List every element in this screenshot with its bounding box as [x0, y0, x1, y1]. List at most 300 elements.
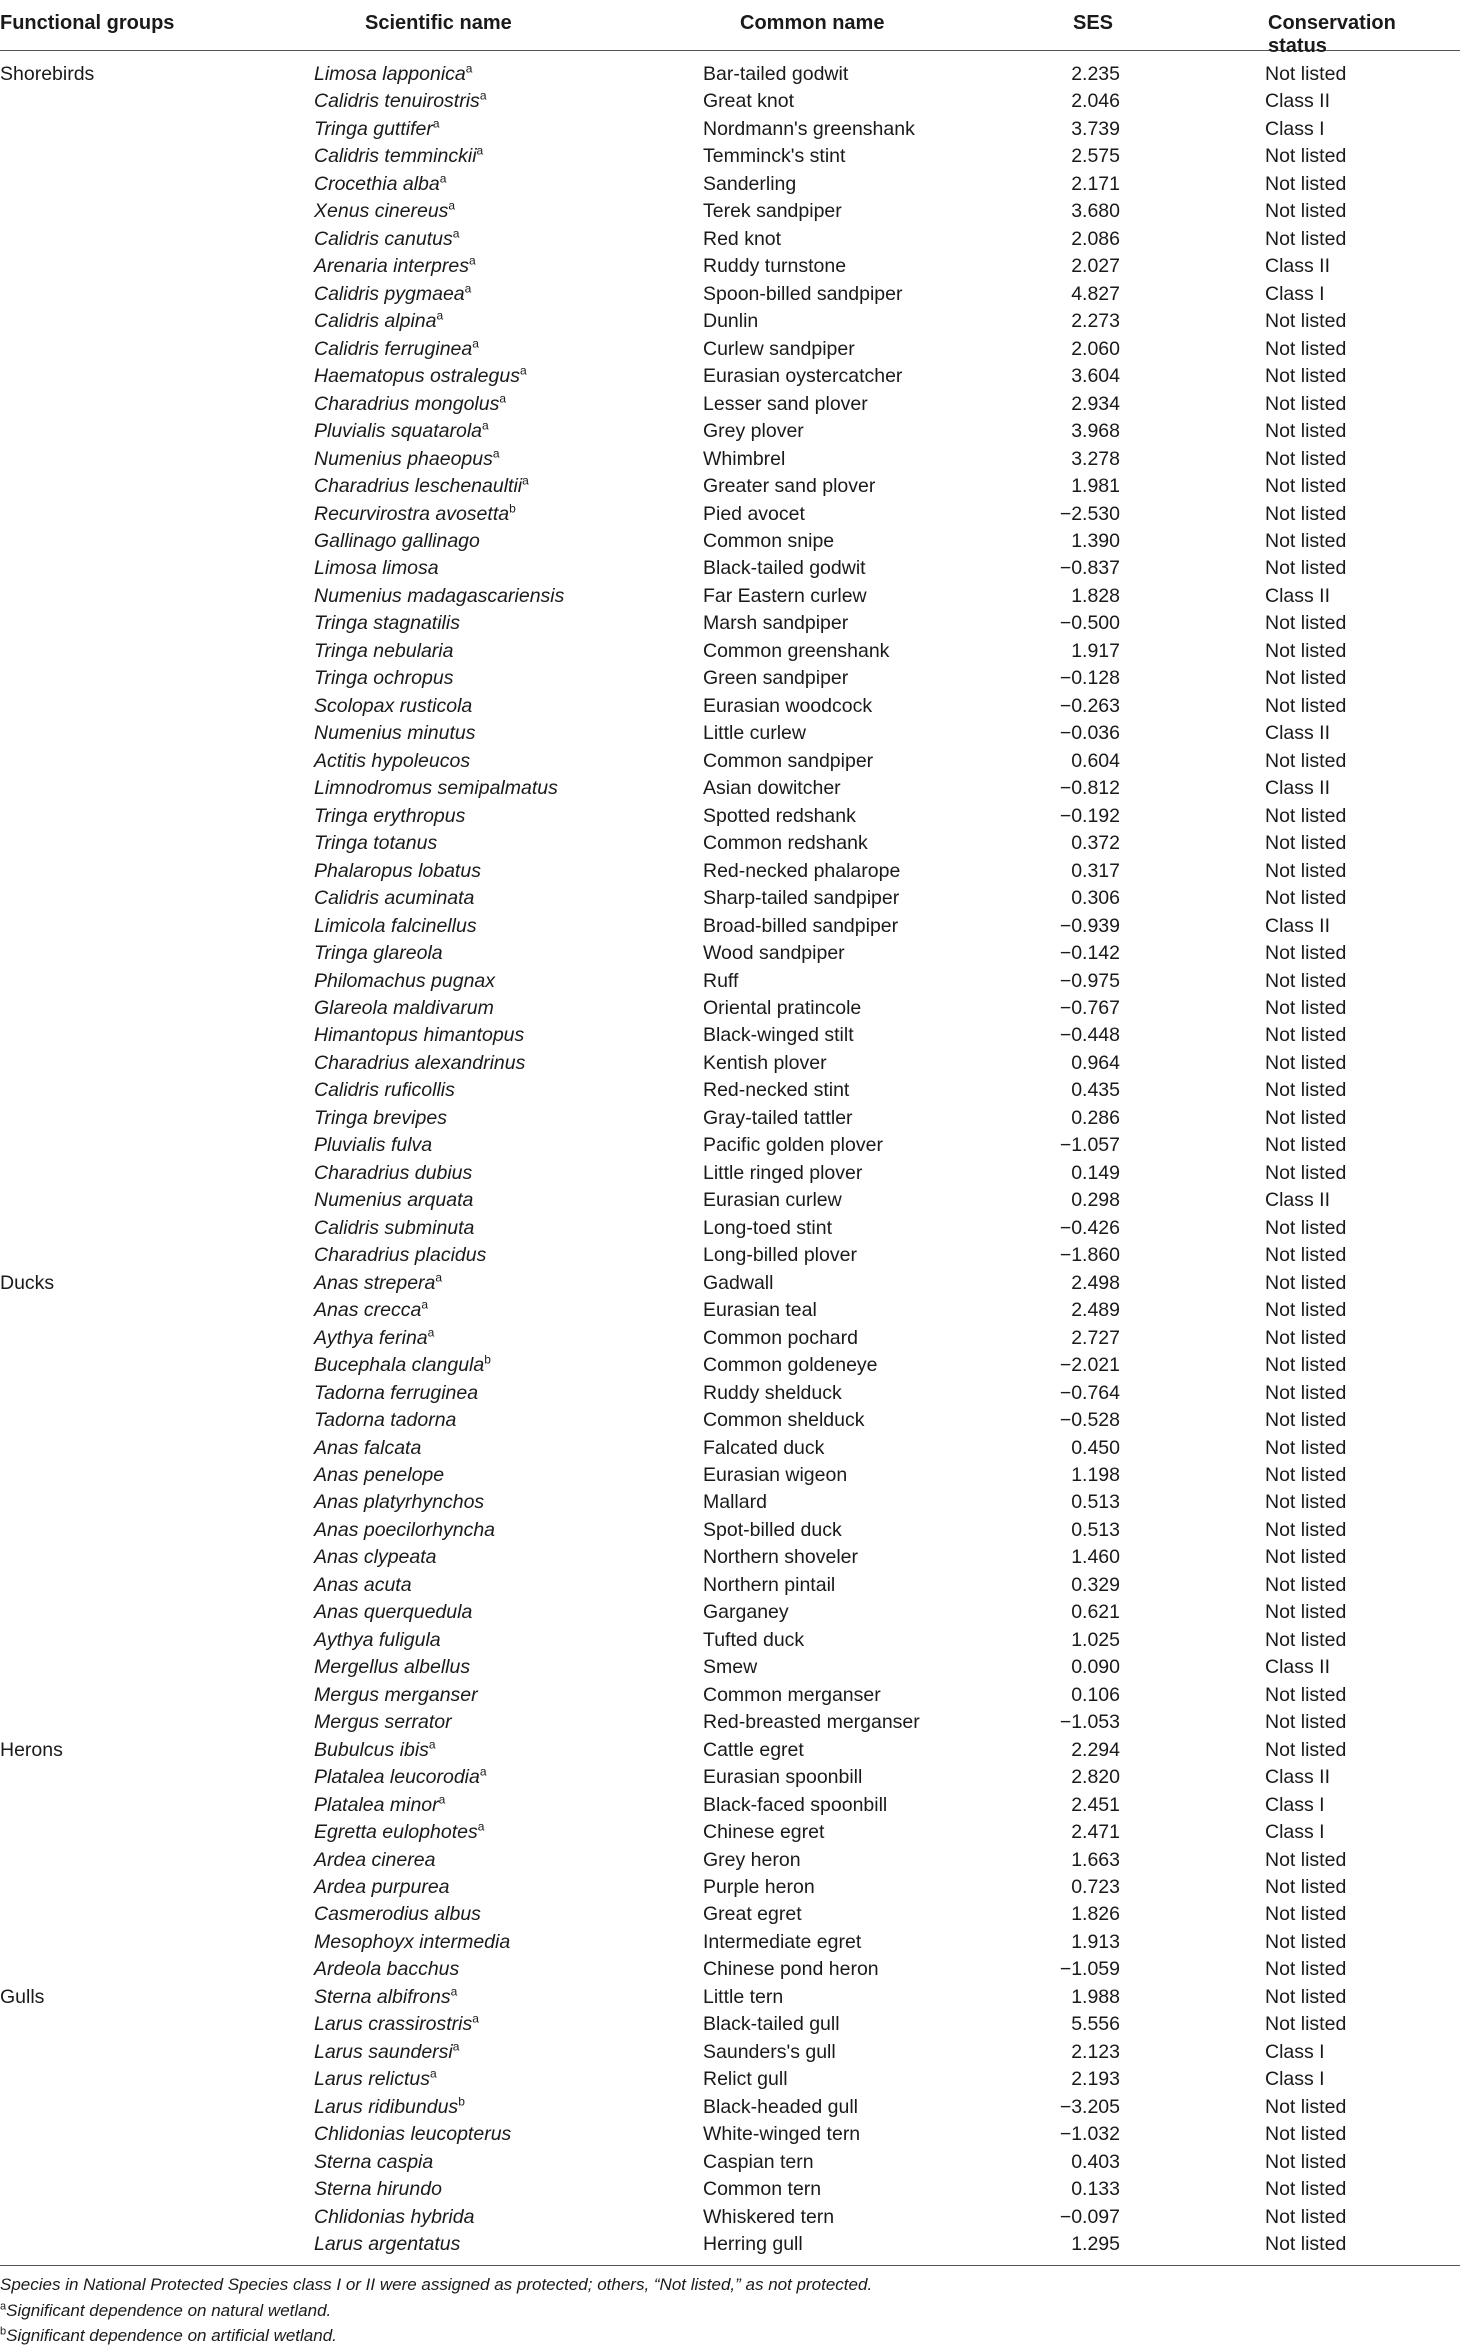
cell-ses: 2.498: [1071, 1271, 1120, 1294]
table-row: [0, 1105, 1460, 1133]
cell-common-name: Spoon-billed sandpiper: [703, 282, 903, 305]
cell-conservation-status: Not listed: [1265, 365, 1347, 388]
cell-scientific-name: Haematopus ostralegus$^a$: [314, 363, 527, 388]
table-row: [0, 2066, 1460, 2094]
cell-ses: −0.448: [1059, 1024, 1120, 1047]
cell-ses: 0.513: [1071, 1518, 1120, 1541]
table-row: [0, 308, 1460, 336]
table-row: [0, 473, 1460, 501]
cell-scientific-name: Tringa nebularia: [314, 639, 454, 662]
footnote-b: $^b$Significant dependence on artificial wetland.: [0, 2324, 337, 2345]
cell-ses: −1.053: [1059, 1711, 1120, 1734]
cell-scientific-name: Bucephala clangula$^b$: [314, 1352, 491, 1377]
footnote-marker: a: [438, 1792, 446, 1807]
footnote-marker: a: [519, 363, 527, 378]
cell-conservation-status: Not listed: [1265, 63, 1347, 85]
cell-ses: 2.489: [1071, 1299, 1120, 1322]
cell-ses: 0.133: [1071, 2178, 1120, 2201]
cell-scientific-name: Tringa totanus: [314, 832, 438, 855]
cell-common-name: Eurasian wigeon: [703, 1463, 848, 1486]
cell-common-name: Tufted duck: [703, 1628, 805, 1651]
cell-scientific-name: Calidris temminckii$^a$: [314, 143, 484, 168]
footnote-a: $^a$Significant dependence on natural wetland.: [0, 2299, 332, 2320]
cell-ses: −1.059: [1059, 1958, 1120, 1981]
cell-ses: 4.827: [1071, 282, 1120, 305]
table-row: [0, 2176, 1460, 2204]
cell-scientific-name: Larus relictus$^a$: [314, 2066, 437, 2091]
cell-common-name: Ruddy turnstone: [703, 255, 847, 278]
table-row: [0, 2011, 1460, 2039]
cell-common-name: Long-toed stint: [703, 1216, 833, 1239]
table-row: [0, 61, 1460, 89]
cell-scientific-name: Anas crecca$^a$: [314, 1297, 428, 1322]
cell-conservation-status: Class I: [1265, 1821, 1325, 1844]
cell-common-name: Kentish plover: [703, 1051, 827, 1074]
cell-scientific-name: Calidris alpina$^a$: [314, 308, 444, 333]
table-row: [0, 1627, 1460, 1655]
cell-ses: −0.097: [1059, 2205, 1120, 2228]
cell-ses: 0.149: [1071, 1161, 1120, 1184]
cell-conservation-status: Not listed: [1265, 2013, 1347, 2036]
table-row: [0, 1764, 1460, 1792]
footnote-marker: a: [482, 418, 489, 433]
table-row: [0, 418, 1460, 446]
cell-ses: −0.764: [1059, 1381, 1120, 1404]
cell-scientific-name: Anas platyrhynchos: [314, 1491, 485, 1514]
cell-scientific-name: Platalea leucorodia$^a$: [314, 1764, 487, 1789]
table-row: [0, 2231, 1460, 2259]
cell-ses: −0.192: [1059, 804, 1120, 827]
table-row: [0, 1709, 1460, 1737]
table-row: [0, 885, 1460, 913]
footnote-marker: a: [429, 2066, 437, 2081]
cell-conservation-status: Not listed: [1265, 1463, 1347, 1486]
cell-scientific-name: Larus argentatus: [314, 2233, 461, 2256]
cell-scientific-name: Anas acuta: [314, 1573, 412, 1596]
cell-common-name: Relict gull: [703, 2068, 788, 2091]
table-row: [0, 1022, 1460, 1050]
cell-conservation-status: Class II: [1265, 914, 1331, 937]
cell-scientific-name: Calidris pygmaea$^a$: [314, 281, 472, 305]
cell-conservation-status: Class I: [1265, 2068, 1325, 2091]
cell-common-name: Pied avocet: [703, 502, 805, 525]
table-row: [0, 748, 1460, 776]
cell-common-name: Chinese egret: [703, 1821, 825, 1844]
cell-common-name: Broad-billed sandpiper: [703, 914, 899, 937]
cell-common-name: Intermediate egret: [703, 1930, 862, 1953]
cell-conservation-status: Not listed: [1265, 2095, 1347, 2118]
cell-common-name: Smew: [703, 1656, 758, 1679]
cell-functional-group: Herons: [0, 1738, 63, 1761]
footnote-marker: a: [469, 253, 476, 268]
cell-scientific-name: Anas clypeata: [314, 1546, 437, 1569]
cell-common-name: Black-headed gull: [703, 2095, 859, 2118]
cell-scientific-name: Sterna hirundo: [314, 2178, 442, 2201]
cell-common-name: White-winged tern: [703, 2123, 861, 2146]
cell-scientific-name: Charadrius mongolus$^a$: [314, 391, 507, 415]
table-row: [0, 1132, 1460, 1160]
table-row: [0, 1901, 1460, 1929]
table-row: [0, 1297, 1460, 1325]
cell-common-name: Greater sand plover: [703, 475, 876, 498]
table-row: [0, 253, 1460, 281]
cell-common-name: Gadwall: [703, 1271, 774, 1294]
cell-conservation-status: Not listed: [1265, 1326, 1347, 1349]
cell-ses: −1.057: [1059, 1134, 1120, 1157]
table-bottom-rule: [0, 2265, 1460, 2267]
table-row: [0, 968, 1460, 996]
footnote-marker: a: [435, 1270, 443, 1285]
cell-scientific-name: Tringa ochropus: [314, 667, 454, 690]
cell-ses: 1.826: [1071, 1903, 1120, 1926]
cell-ses: −0.975: [1059, 969, 1120, 992]
cell-scientific-name: Sterna caspia: [314, 2150, 434, 2173]
cell-scientific-name: Mergus merganser: [314, 1683, 478, 1706]
table-row: [0, 2094, 1460, 2122]
footnote-main: Species in National Protected Species class I or II were assigned as protected; others, “Not listed,” as not protected.: [0, 2274, 873, 2294]
cell-ses: 3.680: [1071, 200, 1120, 223]
cell-conservation-status: Not listed: [1265, 1244, 1347, 1267]
cell-scientific-name: Casmerodius albus: [314, 1903, 481, 1926]
cell-conservation-status: Class I: [1265, 282, 1325, 305]
cell-common-name: Spotted redshank: [703, 804, 856, 827]
cell-functional-group: Shorebirds: [0, 63, 95, 85]
cell-scientific-name: Arenaria interpres$^a$: [314, 253, 476, 278]
table-row: [0, 583, 1460, 611]
cell-common-name: Eurasian curlew: [703, 1189, 842, 1212]
cell-ses: −0.500: [1059, 612, 1120, 635]
cell-ses: 0.435: [1071, 1079, 1120, 1102]
cell-ses: 0.317: [1071, 859, 1120, 882]
footnote-marker: b: [484, 1352, 491, 1367]
cell-ses: −0.812: [1059, 777, 1120, 800]
cell-scientific-name: Charadrius alexandrinus: [314, 1051, 526, 1074]
cell-conservation-status: Not listed: [1265, 1711, 1347, 1734]
cell-common-name: Common tern: [703, 2178, 822, 2201]
cell-conservation-status: Not listed: [1265, 1876, 1347, 1899]
table-row: [0, 1956, 1460, 1984]
cell-conservation-status: Not listed: [1265, 145, 1347, 168]
table-row: [0, 1215, 1460, 1243]
cell-ses: 1.198: [1071, 1463, 1120, 1486]
cell-scientific-name: Charadrius leschenaultii$^a$: [314, 473, 529, 498]
cell-scientific-name: Larus crassirostris$^a$: [314, 2011, 479, 2036]
cell-common-name: Whiskered tern: [703, 2205, 835, 2228]
cell-ses: 2.934: [1071, 392, 1120, 415]
cell-common-name: Eurasian woodcock: [703, 694, 873, 717]
cell-scientific-name: Tringa stagnatilis: [314, 612, 460, 635]
table-row: [0, 555, 1460, 583]
cell-ses: 2.820: [1071, 1766, 1120, 1789]
cell-conservation-status: Not listed: [1265, 1079, 1347, 1102]
cell-conservation-status: Not listed: [1265, 227, 1347, 250]
cell-ses: 2.235: [1071, 63, 1120, 85]
table-row: [0, 1599, 1460, 1627]
cell-conservation-status: Not listed: [1265, 1106, 1347, 1129]
cell-ses: 2.123: [1071, 2040, 1120, 2063]
cell-scientific-name: Ardeola bacchus: [314, 1958, 460, 1981]
cell-scientific-name: Tringa guttifer$^a$: [314, 116, 440, 140]
cell-ses: 2.471: [1071, 1821, 1120, 1844]
cell-common-name: Black-tailed gull: [703, 2013, 840, 2036]
cell-common-name: Green sandpiper: [703, 667, 849, 690]
cell-scientific-name: Chlidonias leucopterus: [314, 2123, 512, 2146]
table-row: [0, 391, 1460, 419]
cell-conservation-status: Not listed: [1265, 1628, 1347, 1651]
cell-conservation-status: Not listed: [1265, 1024, 1347, 1047]
cell-scientific-name: Limosa limosa: [314, 557, 439, 580]
footnote-marker: a: [427, 1325, 435, 1340]
cell-scientific-name: Philomachus pugnax: [314, 969, 496, 992]
footnote-marker: a: [432, 116, 440, 131]
footnote-marker: a: [448, 198, 456, 213]
cell-ses: 1.460: [1071, 1546, 1120, 1569]
cell-conservation-status: Not listed: [1265, 1683, 1347, 1706]
table-row: [0, 1407, 1460, 1435]
cell-conservation-status: Not listed: [1265, 1381, 1347, 1404]
cell-ses: −0.767: [1059, 996, 1120, 1019]
cell-conservation-status: Not listed: [1265, 447, 1347, 470]
cell-common-name: Oriental pratincole: [703, 996, 862, 1019]
cell-conservation-status: Not listed: [1265, 1299, 1347, 1322]
cell-ses: 2.086: [1071, 227, 1120, 250]
cell-conservation-status: Not listed: [1265, 1903, 1347, 1926]
cell-conservation-status: Class II: [1265, 1766, 1331, 1789]
cell-ses: 1.917: [1071, 639, 1120, 662]
cell-scientific-name: Xenus cinereus$^a$: [314, 198, 456, 223]
cell-ses: −3.205: [1059, 2095, 1120, 2118]
cell-conservation-status: Not listed: [1265, 2205, 1347, 2228]
footnote-marker: a: [464, 281, 472, 296]
cell-scientific-name: Gallinago gallinago: [314, 529, 480, 552]
cell-conservation-status: Not listed: [1265, 557, 1347, 580]
table-row: [0, 116, 1460, 144]
cell-ses: 3.604: [1071, 365, 1120, 388]
cell-scientific-name: Numenius phaeopus$^a$: [314, 446, 500, 470]
table-row: [0, 1929, 1460, 1957]
cell-ses: 1.025: [1071, 1628, 1120, 1651]
cell-common-name: Garganey: [703, 1601, 789, 1624]
cell-common-name: Mallard: [703, 1491, 767, 1514]
table-row: [0, 1737, 1460, 1765]
cell-common-name: Temminck's stint: [703, 145, 846, 168]
table-row: [0, 1984, 1460, 2012]
cell-conservation-status: Not listed: [1265, 2178, 1347, 2201]
table-row: [0, 803, 1460, 831]
header-common-name: Common name: [740, 12, 885, 34]
cell-conservation-status: Not listed: [1265, 1491, 1347, 1514]
cell-conservation-status: Not listed: [1265, 475, 1347, 498]
cell-conservation-status: Not listed: [1265, 1134, 1347, 1157]
cell-conservation-status: Not listed: [1265, 639, 1347, 662]
cell-scientific-name: Phalaropus lobatus: [314, 859, 481, 882]
cell-ses: 0.298: [1071, 1189, 1120, 1212]
footnote-marker: a: [450, 1984, 458, 1999]
footnote-marker: a: [472, 2011, 479, 2026]
footnote-marker: a: [499, 391, 507, 406]
table-row: [0, 1435, 1460, 1463]
table-row: [0, 1050, 1460, 1078]
cell-ses: −0.142: [1059, 942, 1120, 965]
cell-conservation-status: Class II: [1265, 777, 1331, 800]
footnote-marker: a: [472, 336, 479, 351]
cell-conservation-status: Not listed: [1265, 1930, 1347, 1953]
table-row: [0, 1270, 1460, 1298]
cell-ses: 1.913: [1071, 1930, 1120, 1953]
cell-common-name: Ruddy shelduck: [703, 1381, 842, 1404]
table-row: [0, 693, 1460, 721]
table-row: [0, 171, 1460, 199]
header-functional-groups: Functional groups: [0, 12, 175, 34]
cell-ses: −0.837: [1059, 557, 1120, 580]
cell-common-name: Pacific golden plover: [703, 1134, 883, 1157]
cell-scientific-name: Pluvialis squatarola$^a$: [314, 418, 489, 443]
table-row: [0, 2039, 1460, 2067]
cell-ses: 2.727: [1071, 1326, 1120, 1349]
cell-common-name: Common redshank: [703, 832, 868, 855]
cell-common-name: Black-winged stilt: [703, 1024, 854, 1047]
cell-ses: −1.860: [1059, 1244, 1120, 1267]
cell-conservation-status: Not listed: [1265, 420, 1347, 443]
cell-common-name: Common sandpiper: [703, 749, 874, 772]
footnote-marker: b: [458, 2094, 465, 2109]
cell-conservation-status: Not listed: [1265, 1848, 1347, 1871]
cell-common-name: Red knot: [703, 227, 782, 250]
table-row: [0, 1352, 1460, 1380]
cell-scientific-name: Anas strepera$^a$: [314, 1270, 443, 1294]
table-row: [0, 1077, 1460, 1105]
table-row: [0, 1682, 1460, 1710]
cell-ses: 2.171: [1071, 172, 1120, 195]
cell-ses: 0.621: [1071, 1601, 1120, 1624]
cell-ses: 0.450: [1071, 1436, 1120, 1459]
cell-ses: 2.575: [1071, 145, 1120, 168]
table-row: [0, 665, 1460, 693]
cell-ses: 2.027: [1071, 255, 1120, 278]
table-row: [0, 720, 1460, 748]
table-row: [0, 336, 1460, 364]
cell-common-name: Falcated duck: [703, 1436, 825, 1459]
table-row: [0, 610, 1460, 638]
footnote-marker: a: [428, 1737, 436, 1752]
cell-common-name: Terek sandpiper: [703, 200, 842, 223]
cell-ses: 0.372: [1071, 832, 1120, 855]
cell-ses: −2.021: [1059, 1354, 1120, 1377]
cell-common-name: Sanderling: [703, 172, 797, 195]
cell-scientific-name: Mergellus albellus: [314, 1656, 471, 1679]
table-row: [0, 528, 1460, 556]
table-row: [0, 363, 1460, 391]
cell-ses: 2.273: [1071, 310, 1120, 333]
cell-conservation-status: Class II: [1265, 722, 1331, 745]
cell-conservation-status: Not listed: [1265, 172, 1347, 195]
cell-common-name: Dunlin: [703, 310, 759, 333]
cell-conservation-status: Not listed: [1265, 1051, 1347, 1074]
cell-scientific-name: Numenius minutus: [314, 722, 476, 745]
cell-scientific-name: Limicola falcinellus: [314, 914, 477, 937]
cell-ses: 0.723: [1071, 1876, 1120, 1899]
table-row: [0, 775, 1460, 803]
cell-common-name: Common snipe: [703, 529, 835, 552]
cell-scientific-name: Sterna albifrons$^a$: [314, 1984, 458, 2008]
cell-scientific-name: Calidris canutus$^a$: [314, 226, 460, 250]
table-row: [0, 858, 1460, 886]
cell-common-name: Saunders's gull: [703, 2040, 836, 2063]
cell-common-name: Red-necked stint: [703, 1079, 850, 1102]
cell-common-name: Grey heron: [703, 1848, 801, 1871]
cell-common-name: Eurasian oystercatcher: [703, 365, 903, 388]
cell-conservation-status: Not listed: [1265, 2150, 1347, 2173]
cell-scientific-name: Anas poecilorhyncha: [314, 1518, 496, 1541]
cell-scientific-name: Pluvialis fulva: [314, 1134, 433, 1157]
table-row: [0, 1819, 1460, 1847]
table-row: [0, 1187, 1460, 1215]
cell-scientific-name: Calidris tenuirostris$^a$: [314, 88, 487, 113]
cell-ses: 2.060: [1071, 337, 1120, 360]
table-row: [0, 1517, 1460, 1545]
cell-conservation-status: Not listed: [1265, 2233, 1347, 2256]
cell-common-name: Common greenshank: [703, 639, 890, 662]
cell-conservation-status: Class I: [1265, 117, 1325, 140]
table-row: [0, 226, 1460, 254]
cell-common-name: Nordmann's greenshank: [703, 117, 915, 140]
cell-conservation-status: Not listed: [1265, 2123, 1347, 2146]
cell-scientific-name: Scolopax rusticola: [314, 694, 473, 717]
table-row: [0, 2121, 1460, 2149]
cell-conservation-status: Not listed: [1265, 1216, 1347, 1239]
cell-conservation-status: Not listed: [1265, 1518, 1347, 1541]
cell-ses: 0.403: [1071, 2150, 1120, 2173]
cell-ses: 5.556: [1071, 2013, 1120, 2036]
footnote-marker: a: [465, 61, 473, 76]
cell-scientific-name: Ardea purpurea: [314, 1876, 450, 1899]
cell-scientific-name: Limosa lapponica$^a$: [314, 61, 473, 85]
cell-common-name: Red-breasted merganser: [703, 1711, 920, 1734]
cell-scientific-name: Charadrius placidus: [314, 1244, 487, 1267]
cell-ses: 0.329: [1071, 1573, 1120, 1596]
cell-conservation-status: Not listed: [1265, 942, 1347, 965]
cell-ses: 2.294: [1071, 1738, 1120, 1761]
cell-ses: 1.981: [1071, 475, 1120, 498]
table-row: [0, 1462, 1460, 1490]
table-row: [0, 1242, 1460, 1270]
table-row: [0, 995, 1460, 1023]
cell-common-name: Black-faced spoonbill: [703, 1793, 888, 1816]
cell-ses: 0.106: [1071, 1683, 1120, 1706]
cell-conservation-status: Not listed: [1265, 804, 1347, 827]
footnote-marker: a: [421, 1297, 428, 1312]
header-conservation-status: Conservation status: [1268, 12, 1396, 57]
cell-conservation-status: Class I: [1265, 2040, 1325, 2063]
cell-ses: −0.528: [1059, 1409, 1120, 1432]
cell-conservation-status: Not listed: [1265, 529, 1347, 552]
cell-scientific-name: Mesophoyx intermedia: [314, 1930, 511, 1953]
cell-conservation-status: Not listed: [1265, 612, 1347, 635]
cell-conservation-status: Not listed: [1265, 1409, 1347, 1432]
footnote-marker: a: [452, 2039, 460, 2054]
table-row: [0, 143, 1460, 171]
table-row: [0, 501, 1460, 529]
cell-common-name: Bar-tailed godwit: [703, 63, 849, 85]
cell-conservation-status: Not listed: [1265, 1546, 1347, 1569]
cell-common-name: Northern shoveler: [703, 1546, 858, 1569]
cell-scientific-name: Numenius arquata: [314, 1189, 474, 1212]
cell-conservation-status: Not listed: [1265, 667, 1347, 690]
cell-functional-group: Ducks: [0, 1271, 55, 1294]
cell-conservation-status: Not listed: [1265, 1601, 1347, 1624]
cell-common-name: Far Eastern curlew: [703, 584, 867, 607]
cell-ses: 1.828: [1071, 584, 1120, 607]
